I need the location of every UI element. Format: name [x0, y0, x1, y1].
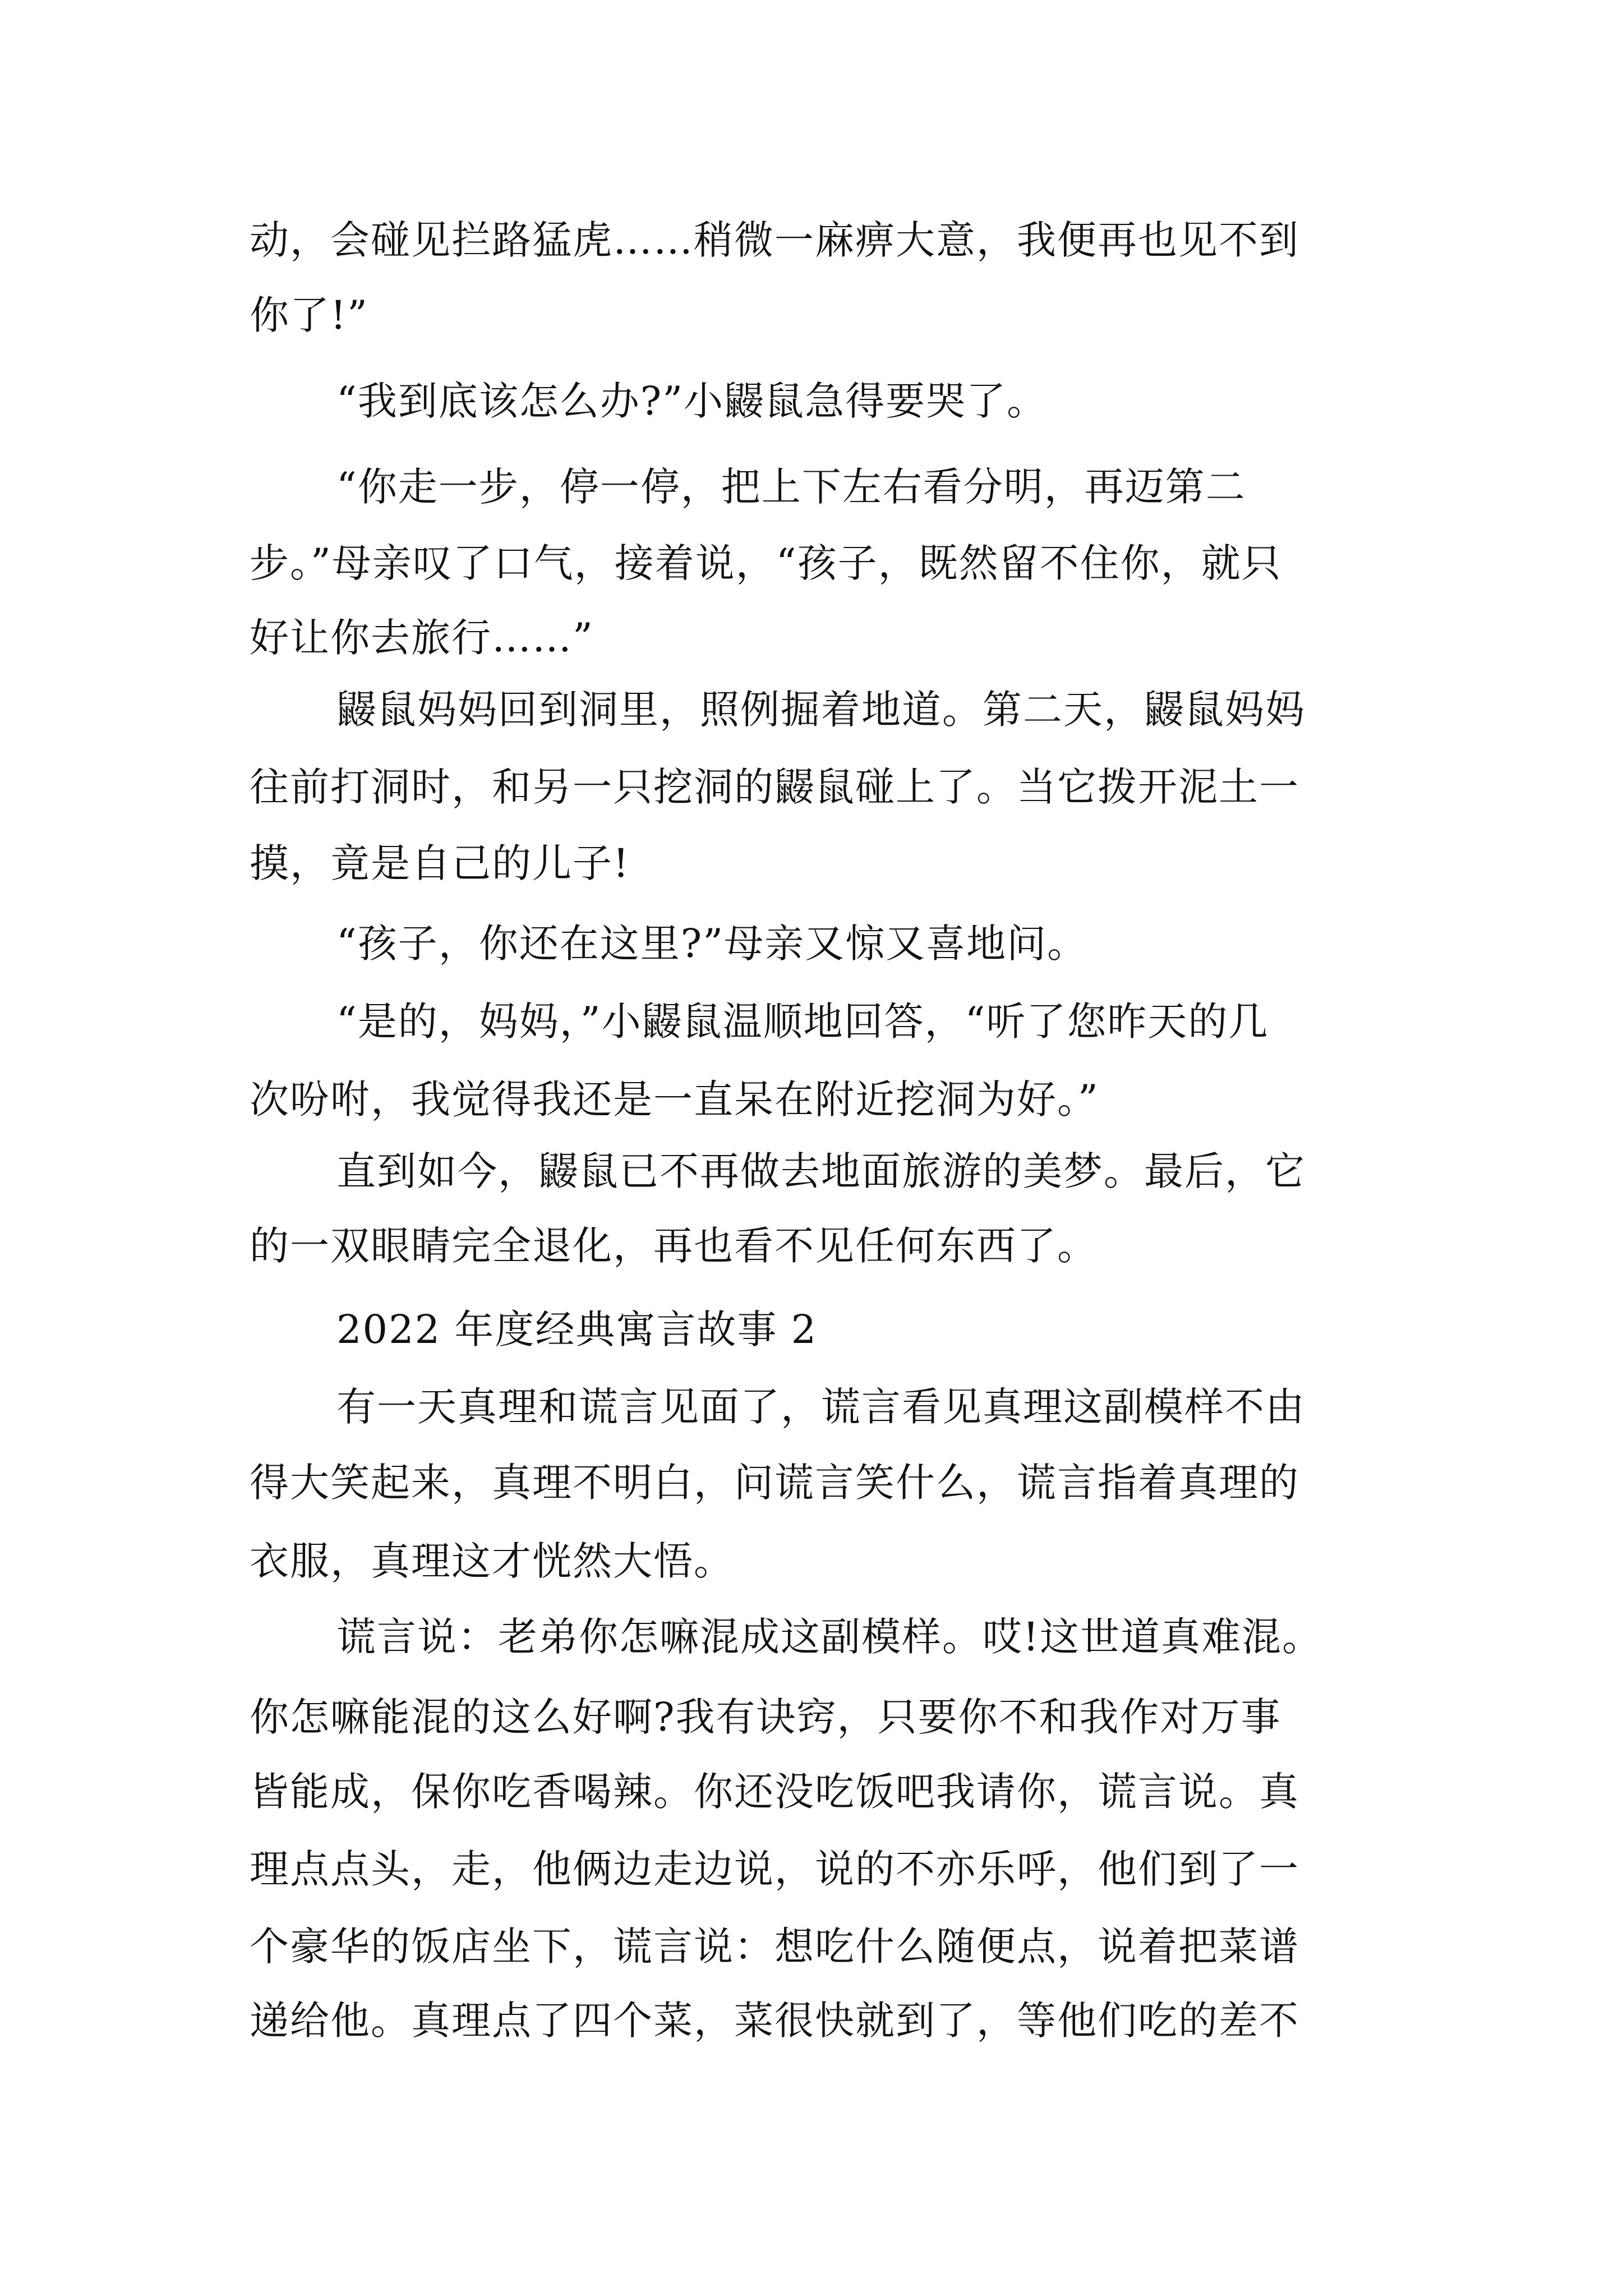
text-line: 得大笑起来，真理不明白，问谎言笑什么，谎言指着真理的 — [250, 1460, 1299, 1506]
text-line: 理点点头，走，他俩边走边说，说的不亦乐呼，他们到了一 — [250, 1846, 1299, 1892]
text-line: 次吩咐，我觉得我还是一直呆在附近挖洞为好。” — [250, 1076, 1099, 1122]
text-line: 你怎嘛能混的这么好啊?我有诀窍，只要你不和我作对万事 — [250, 1694, 1281, 1740]
text-line: 往前打洞时，和另一只挖洞的鼹鼠碰上了。当它拨开泥土一 — [250, 764, 1299, 810]
text-line: 直到如今，鼹鼠已不再做去地面旅游的美梦。最后，它 — [336, 1148, 1306, 1194]
text-line: 步。”母亲叹了口气，接着说，“孩子，既然留不住你，就只 — [250, 540, 1282, 586]
text-line: “是的，妈妈，”小鼹鼠温顺地回答，“听了您昨天的几 — [336, 999, 1269, 1045]
text-line: “你走一步，停一停，把上下左右看分明，再迈第二 — [336, 464, 1246, 510]
text-line: 的一双眼睛完全退化，再也看不见任何东西了。 — [250, 1223, 1098, 1269]
text-line: 你了!” — [250, 292, 368, 338]
text-line: 皆能成，保你吃香喝辣。你还没吃饭吧我请你，谎言说。真 — [250, 1769, 1299, 1815]
text-line: “孩子，你还在这里?”母亲又惊又喜地问。 — [336, 921, 1088, 967]
text-line: 有一天真理和谎言见面了，谎言看见真理这副模样不由 — [336, 1384, 1306, 1430]
text-line: “我到底该怎么办?”小鼹鼠急得要哭了。 — [336, 378, 1048, 424]
text-line: 摸，竟是自己的儿子! — [250, 840, 630, 886]
text-line: 谎言说：老弟你怎嘛混成这副模样。哎!这世道真难混。 — [336, 1614, 1323, 1660]
section-heading: 2022 年度经典寓言故事 2 — [336, 1306, 818, 1352]
text-line: 动，会碰见拦路猛虎……稍微一麻痹大意，我便再也见不到 — [250, 217, 1299, 263]
text-line: 衣服，真理这才恍然大悟。 — [250, 1538, 734, 1584]
text-line: 鼹鼠妈妈回到洞里，照例掘着地道。第二天，鼹鼠妈妈 — [336, 687, 1306, 733]
text-line: 递给他。真理点了四个菜，菜很快就到了，等他们吃的差不 — [250, 1998, 1299, 2044]
text-line: 个豪华的饭店坐下，谎言说：想吃什么随便点，说着把菜谱 — [250, 1924, 1299, 1970]
text-line: 好让你去旅行……” — [250, 615, 594, 661]
